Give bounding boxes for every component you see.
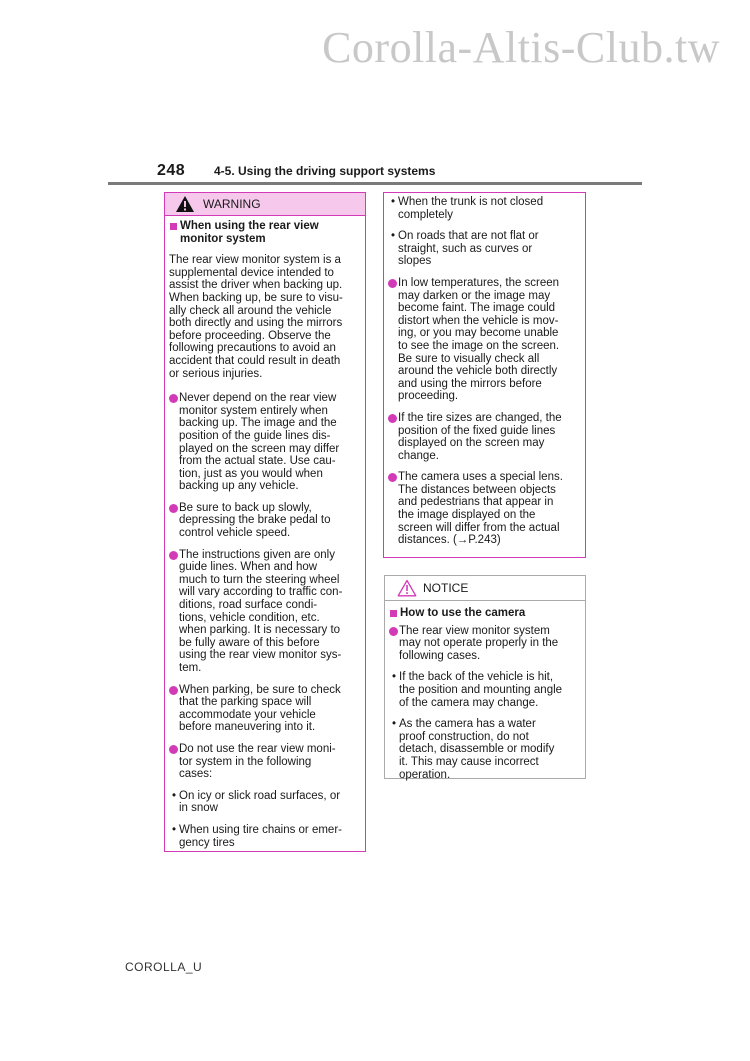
warning-header xyxy=(165,193,365,216)
text-line: backing up any vehicle. xyxy=(179,480,299,493)
text-line: tem. xyxy=(179,662,202,674)
text-line: position of the fixed guide lines xyxy=(398,424,556,437)
text-line: As the camera has a water xyxy=(399,718,536,731)
text-line: both directly and using the mirrors xyxy=(169,317,343,330)
text-line: distort when the vehicle is mov- xyxy=(398,314,559,327)
sub-bullet-text xyxy=(179,824,358,849)
text-line: the position and mounting angle xyxy=(399,683,563,696)
circle-bullet-icon xyxy=(169,551,178,560)
notice-content xyxy=(385,601,585,781)
bullet-icon: • xyxy=(172,789,177,802)
bullet-icon: • xyxy=(392,671,397,684)
text-line: guide lines. When and how xyxy=(179,561,318,574)
list-item-text xyxy=(179,392,358,493)
text-line: assist the driver when backing up. xyxy=(169,279,343,292)
text-line: may darken or the image may xyxy=(398,289,551,302)
text-line: proceeding. xyxy=(398,390,459,403)
sub-bullet-item xyxy=(388,196,578,221)
warning-label: WARNING xyxy=(203,197,261,211)
footer-model-code: COROLLA_U xyxy=(125,960,203,974)
text-line: from the actual state. Use cau- xyxy=(179,455,336,468)
circle-bullet-icon xyxy=(389,627,398,636)
list-item xyxy=(169,502,358,540)
bullet-icon: • xyxy=(391,196,396,208)
list-item xyxy=(169,743,358,781)
text-line: Never depend on the rear view xyxy=(179,392,337,405)
text-line: The instructions given are only xyxy=(179,548,335,561)
list-item-text xyxy=(179,502,358,540)
text-line: When the trunk is not closed xyxy=(398,196,544,208)
warning-box xyxy=(164,192,366,852)
page-number: 248 xyxy=(157,162,186,179)
text-line: When parking, be sure to check xyxy=(179,683,341,696)
text-line: If the back of the vehicle is hit, xyxy=(399,671,554,684)
text-line: or serious injuries. xyxy=(169,367,263,380)
text-line: Be sure to visually check all xyxy=(398,352,540,365)
text-line: accident that could result in death xyxy=(169,354,341,367)
text-line: played on the screen may differ xyxy=(179,442,340,455)
text-line: The camera uses a special lens. xyxy=(398,471,563,484)
square-bullet-icon xyxy=(170,223,177,230)
sub-bullet-item xyxy=(169,824,358,849)
text-line: cases: xyxy=(179,768,213,781)
text-line: may not operate properly in the xyxy=(399,637,559,650)
warning-content-right xyxy=(384,193,585,547)
list-item-text xyxy=(398,412,578,462)
text-line: distances. (→P.243) xyxy=(398,534,501,547)
text-line: depressing the brake pedal to xyxy=(179,514,331,527)
sub-bullet-text xyxy=(399,671,578,709)
text-line: in snow xyxy=(179,802,218,815)
text-line: Do not use the rear view moni- xyxy=(179,742,336,755)
sub-bullet-text xyxy=(399,718,578,781)
text-line: following cases. xyxy=(399,649,481,662)
text-line: control vehicle speed. xyxy=(179,527,291,540)
text-line: proof construction, do not xyxy=(399,730,529,743)
list-item-text xyxy=(179,743,358,781)
text-line: to see the image on the screen. xyxy=(398,339,560,352)
text-line: position of the guide lines dis- xyxy=(179,429,331,442)
bullet-icon: • xyxy=(392,718,397,731)
text-line: before maneuvering into it. xyxy=(179,721,316,734)
notice-subtitle-text: How to use the camera xyxy=(400,607,526,619)
list-item xyxy=(388,412,578,462)
notice-box xyxy=(384,575,586,779)
text-line: straight, such as curves or xyxy=(398,242,533,255)
text-line: become faint. The image could xyxy=(398,302,556,315)
text-line: tor system in the following xyxy=(179,755,312,768)
notice-triangle-icon xyxy=(397,579,417,597)
text-line: ally check all around the vehicle xyxy=(169,304,332,317)
text-line: On icy or slick road surfaces, or xyxy=(179,789,341,802)
list-item xyxy=(169,392,358,493)
text-line: accommodate your vehicle xyxy=(179,708,316,721)
list-item-text xyxy=(399,625,578,663)
sub-bullet-text xyxy=(179,790,358,815)
warning-subtitle-text: When using the rear view monitor system xyxy=(180,220,319,245)
text-line: backing up. The image and the xyxy=(179,417,337,430)
text-line: that the parking space will xyxy=(179,696,312,709)
text-line: the image displayed on the xyxy=(398,509,536,522)
text-line: completely xyxy=(398,208,453,221)
list-item-text xyxy=(179,549,358,675)
text-line: change. xyxy=(398,449,439,462)
notice-header xyxy=(385,576,585,601)
text-line: displayed on the screen may xyxy=(398,437,545,450)
sub-bullet-text xyxy=(398,230,578,268)
sub-bullet-item xyxy=(389,718,578,781)
text-line: tion, just as you would when xyxy=(179,467,323,480)
sub-bullet-item xyxy=(389,671,578,709)
text-line: when parking. It is necessary to xyxy=(179,624,341,637)
text-line: supplemental device intended to xyxy=(169,266,334,279)
list-item xyxy=(169,549,358,675)
list-item xyxy=(388,471,578,547)
list-item xyxy=(389,625,578,663)
watermark: Corolla-Altis-Club.tw xyxy=(322,23,720,72)
text-line: When using tire chains or emer- xyxy=(179,823,342,836)
text-line: following precautions to avoid an xyxy=(169,342,336,355)
warning-intro xyxy=(169,254,358,380)
text-line: monitor system entirely when xyxy=(179,404,328,417)
circle-bullet-icon xyxy=(169,686,178,695)
text-line: it. This may cause incorrect xyxy=(399,755,539,768)
text-line: In low temperatures, the screen xyxy=(398,276,560,289)
text-line: The rear view monitor system xyxy=(399,624,550,637)
list-item-text xyxy=(398,277,578,403)
header-rule xyxy=(108,182,642,185)
text-line: operation. xyxy=(399,768,451,781)
notice-label: NOTICE xyxy=(423,581,469,595)
sub-bullet-text xyxy=(398,196,578,221)
text-line: be fully aware of this before xyxy=(179,636,320,649)
text-line: and pedestrians that appear in xyxy=(398,496,554,509)
square-bullet-icon xyxy=(390,610,397,617)
warning-box-continued xyxy=(383,192,586,558)
page-header xyxy=(0,162,750,188)
list-item xyxy=(169,684,358,734)
section-title: 4-5. Using the driving support systems xyxy=(214,164,436,178)
warning-triangle-icon xyxy=(175,195,195,213)
warning-content-left xyxy=(165,216,365,849)
text-line: before proceeding. Observe the xyxy=(169,329,331,342)
text-line: If the tire sizes are changed, the xyxy=(398,411,562,424)
text-line: ing, or you may become unable xyxy=(398,327,559,340)
list-item-text xyxy=(179,684,358,734)
circle-bullet-icon xyxy=(388,279,397,288)
notice-subtitle xyxy=(389,607,578,620)
list-item-text xyxy=(398,471,578,547)
text-line: The rear view monitor system is a xyxy=(169,254,341,267)
circle-bullet-icon xyxy=(388,473,397,482)
text-line: slopes xyxy=(398,255,432,268)
warning-subtitle xyxy=(169,220,358,245)
text-line: of the camera may change. xyxy=(399,696,539,709)
text-line: detach, disassemble or modify xyxy=(399,743,555,756)
bullet-icon: • xyxy=(391,230,396,243)
text-line: ditions, road surface condi- xyxy=(179,599,318,612)
text-line: screen will differ from the actual xyxy=(398,521,560,534)
text-line: will vary according to traffic con- xyxy=(179,586,343,599)
circle-bullet-icon xyxy=(169,745,178,754)
list-item xyxy=(388,277,578,403)
text-line: tions, vehicle condition, etc. xyxy=(179,611,320,624)
text-line: Be sure to back up slowly, xyxy=(179,501,312,514)
text-line: When backing up, be sure to visu- xyxy=(169,291,343,304)
text-line: gency tires xyxy=(179,836,235,849)
text-line: The distances between objects xyxy=(398,483,556,496)
circle-bullet-icon xyxy=(388,414,397,423)
text-line: and using the mirrors before xyxy=(398,377,542,390)
circle-bullet-icon xyxy=(169,504,178,513)
bullet-icon: • xyxy=(172,823,177,836)
text-line: using the rear view monitor sys- xyxy=(179,649,342,662)
text-line: much to turn the steering wheel xyxy=(179,573,340,586)
sub-bullet-item xyxy=(169,790,358,815)
sub-bullet-item xyxy=(388,230,578,268)
circle-bullet-icon xyxy=(169,394,178,403)
text-line: around the vehicle both directly xyxy=(398,365,558,378)
text-line: On roads that are not flat or xyxy=(398,230,539,243)
